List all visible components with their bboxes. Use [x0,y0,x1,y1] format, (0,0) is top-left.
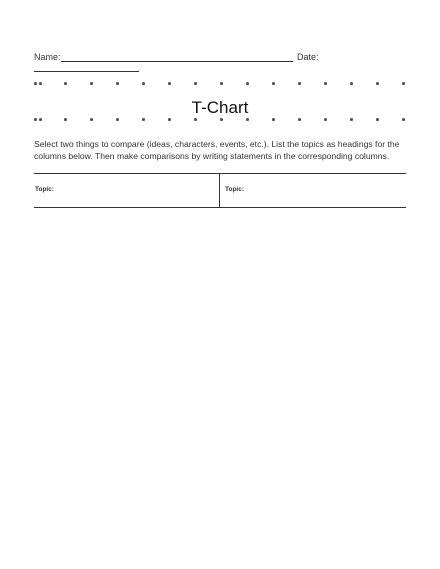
divider-dot [116,118,119,121]
date-label: Date: [297,52,319,62]
divider-dot [39,118,42,121]
dotted-divider-bottom [34,118,408,124]
divider-dot [64,82,67,85]
name-label: Name: [34,52,61,62]
divider-dot [90,82,93,85]
divider-dot [168,82,171,85]
divider-dot [64,118,67,121]
divider-dot [376,118,379,121]
right-topic-label: Topic: [225,186,245,193]
divider-dot [194,82,197,85]
right-topic-field[interactable] [221,175,405,206]
divider-dot [34,82,37,85]
divider-dot [246,82,249,85]
divider-dot [194,118,197,121]
divider-dot [220,82,223,85]
divider-dot [220,118,223,121]
left-topic-label: Topic: [35,186,55,193]
divider-dot [324,118,327,121]
divider-dot [350,118,353,121]
instructions-text: Select two things to compare (ideas, characters, events, etc.). List the topics as headings for the columns below. Then make comparisons by writing statements in the corresponding columns. [34,139,400,161]
divider-dot [272,118,275,121]
divider-dot [246,118,249,121]
t-chart-header-rule [34,207,406,208]
left-topic-field[interactable] [34,175,218,206]
t-chart-top-rule [34,173,406,174]
divider-dot [324,82,327,85]
divider-dot [39,82,42,85]
divider-dot [142,118,145,121]
divider-dot [376,82,379,85]
divider-dot [298,82,301,85]
dotted-divider-top [34,82,408,88]
date-field[interactable] [34,71,139,72]
page-title: T-Chart [191,98,249,117]
divider-dot [402,118,405,121]
divider-dot [272,82,275,85]
t-chart-center-divider [219,173,220,208]
divider-dot [168,118,171,121]
divider-dot [116,82,119,85]
divider-dot [34,118,37,121]
divider-dot [350,82,353,85]
divider-dot [90,118,93,121]
divider-dot [298,118,301,121]
name-field[interactable] [61,61,293,62]
divider-dot [142,82,145,85]
divider-dot [402,82,405,85]
